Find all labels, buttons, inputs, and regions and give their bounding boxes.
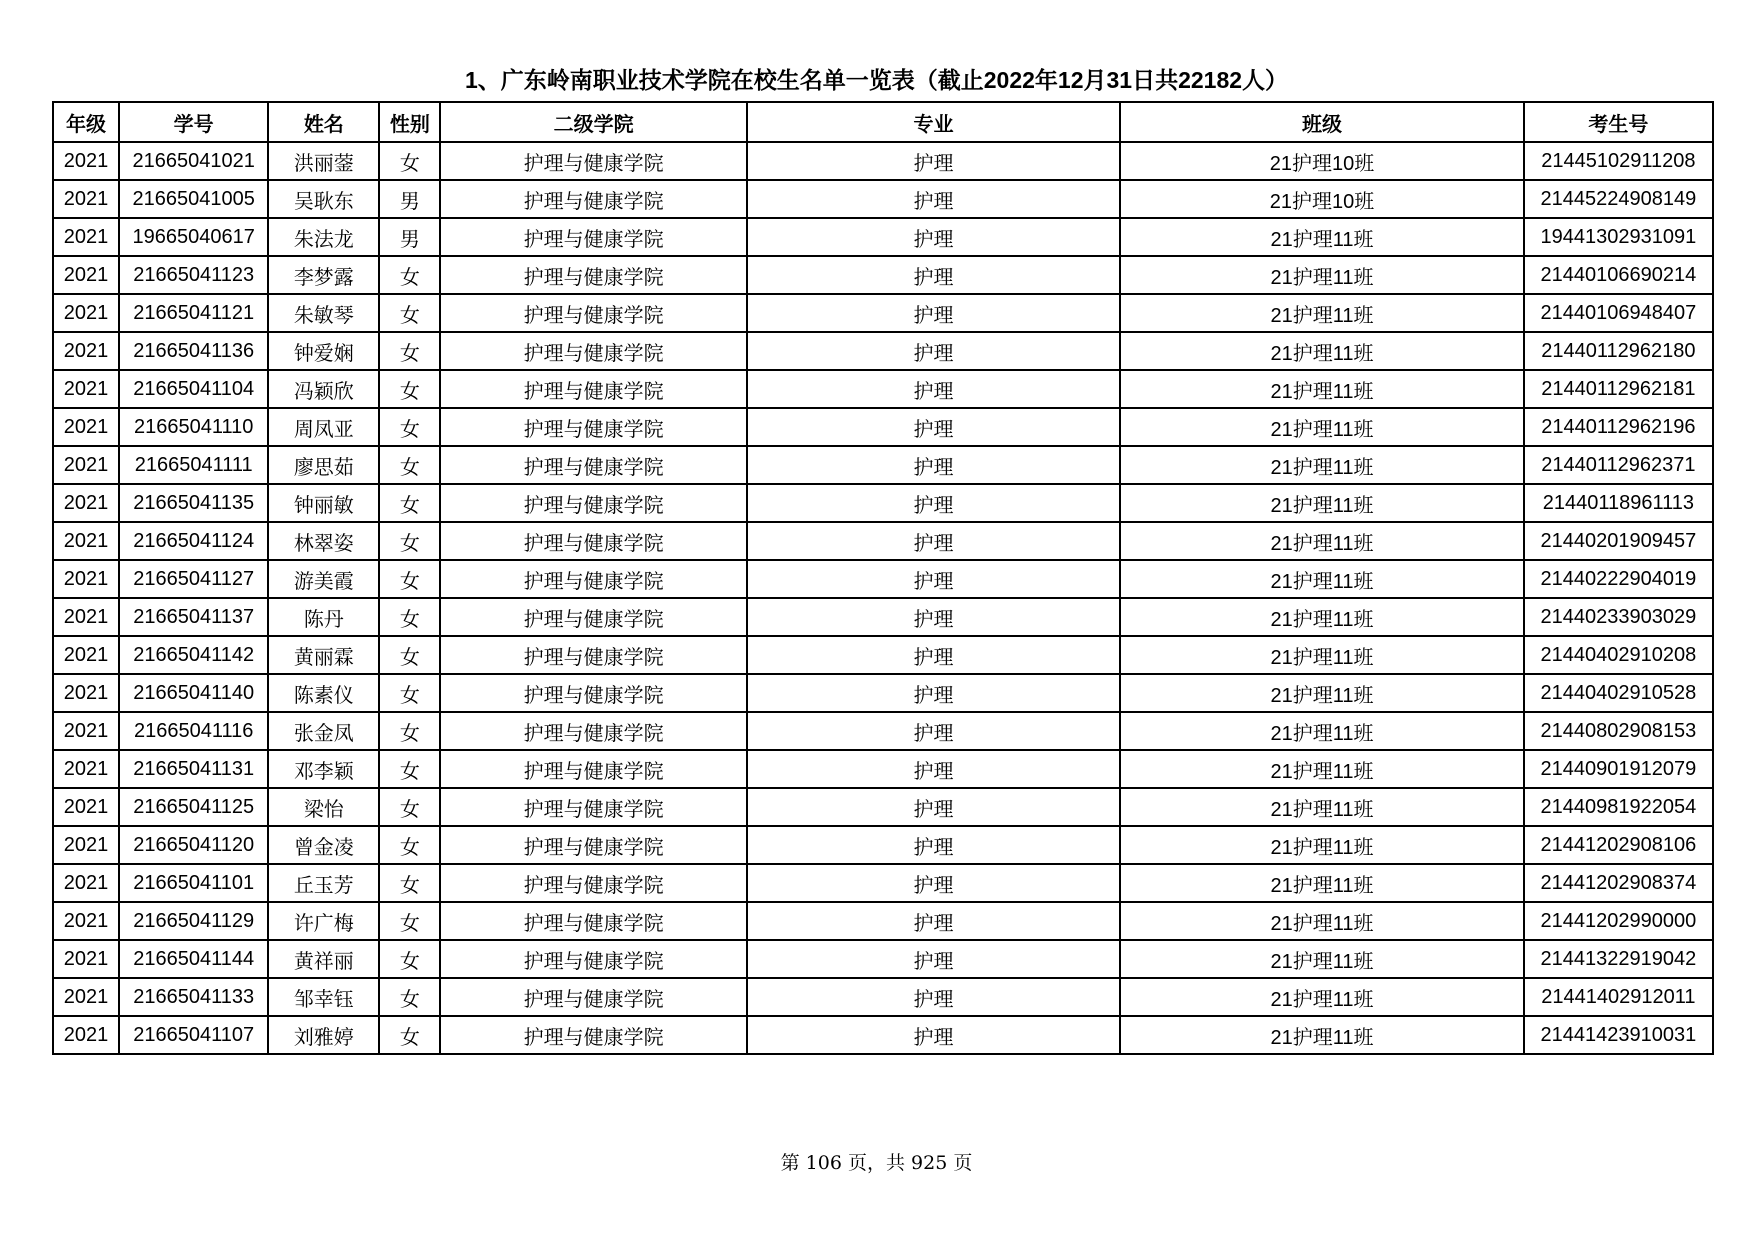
- college-cell: 护理与健康学院: [440, 408, 746, 446]
- student-id-cell: 21665041111: [119, 446, 268, 484]
- name-cell: 刘雅婷: [268, 1016, 379, 1054]
- table-header-row: [53, 102, 1713, 142]
- column-header-student-id: 学号: [119, 102, 268, 142]
- table-row: [53, 180, 1713, 218]
- gender-cell: 女: [379, 484, 440, 522]
- major-cell: 护理: [747, 674, 1120, 712]
- student-id-cell: 21665041121: [119, 294, 268, 332]
- major-cell: 护理: [747, 332, 1120, 370]
- college-cell: 护理与健康学院: [440, 294, 746, 332]
- name-cell: 朱敏琴: [268, 294, 379, 332]
- exam-number-cell: 21440112962181: [1524, 370, 1713, 408]
- name-cell: 冯颖欣: [268, 370, 379, 408]
- class-cell: 21护理11班: [1120, 370, 1523, 408]
- gender-cell: 女: [379, 636, 440, 674]
- table-row: [53, 408, 1713, 446]
- table-row: [53, 142, 1713, 180]
- name-cell: 吴耿东: [268, 180, 379, 218]
- exam-number-cell: 21440106690214: [1524, 256, 1713, 294]
- table-row: [53, 940, 1713, 978]
- table-row: [53, 902, 1713, 940]
- name-cell: 黄祥丽: [268, 940, 379, 978]
- table-row: [53, 370, 1713, 408]
- student-id-cell: 21665041135: [119, 484, 268, 522]
- college-cell: 护理与健康学院: [440, 560, 746, 598]
- name-cell: 邓李颖: [268, 750, 379, 788]
- table-row: [53, 712, 1713, 750]
- exam-number-cell: 21440802908153: [1524, 712, 1713, 750]
- exam-number-cell: 21440112962180: [1524, 332, 1713, 370]
- table-row: [53, 636, 1713, 674]
- table-row: [53, 1016, 1713, 1054]
- exam-number-cell: 21440106948407: [1524, 294, 1713, 332]
- table-row: [53, 598, 1713, 636]
- gender-cell: 女: [379, 788, 440, 826]
- exam-number-cell: 21445224908149: [1524, 180, 1713, 218]
- page-footer: 第 106 页，共 925 页: [780, 1152, 973, 1174]
- college-cell: 护理与健康学院: [440, 1016, 746, 1054]
- column-header-major: 专业: [747, 102, 1120, 142]
- class-cell: 21护理11班: [1120, 826, 1523, 864]
- class-cell: 21护理11班: [1120, 256, 1523, 294]
- student-id-cell: 21665041131: [119, 750, 268, 788]
- column-header-exam-number: 考生号: [1524, 102, 1713, 142]
- name-cell: 陈丹: [268, 598, 379, 636]
- major-cell: 护理: [747, 446, 1120, 484]
- college-cell: 护理与健康学院: [440, 598, 746, 636]
- student-id-cell: 21665041124: [119, 522, 268, 560]
- table-row: [53, 978, 1713, 1016]
- gender-cell: 女: [379, 978, 440, 1016]
- column-header-college: 二级学院: [440, 102, 746, 142]
- grade-cell: 2021: [53, 788, 119, 826]
- gender-cell: 女: [379, 408, 440, 446]
- grade-cell: 2021: [53, 902, 119, 940]
- grade-cell: 2021: [53, 636, 119, 674]
- major-cell: 护理: [747, 978, 1120, 1016]
- gender-cell: 男: [379, 218, 440, 256]
- gender-cell: 女: [379, 940, 440, 978]
- column-header-gender: 性别: [379, 102, 440, 142]
- grade-cell: 2021: [53, 408, 119, 446]
- college-cell: 护理与健康学院: [440, 788, 746, 826]
- exam-number-cell: 21440402910208: [1524, 636, 1713, 674]
- table-row: [53, 256, 1713, 294]
- table-row: [53, 864, 1713, 902]
- college-cell: 护理与健康学院: [440, 218, 746, 256]
- class-cell: 21护理11班: [1120, 408, 1523, 446]
- exam-number-cell: 21441202908106: [1524, 826, 1713, 864]
- exam-number-cell: 21441423910031: [1524, 1016, 1713, 1054]
- name-cell: 游美霞: [268, 560, 379, 598]
- gender-cell: 女: [379, 674, 440, 712]
- name-cell: 周凤亚: [268, 408, 379, 446]
- class-cell: 21护理11班: [1120, 902, 1523, 940]
- major-cell: 护理: [747, 218, 1120, 256]
- student-id-cell: 21665041125: [119, 788, 268, 826]
- table-row: [53, 332, 1713, 370]
- class-cell: 21护理11班: [1120, 636, 1523, 674]
- grade-cell: 2021: [53, 560, 119, 598]
- table-row: [53, 750, 1713, 788]
- gender-cell: 女: [379, 256, 440, 294]
- class-cell: 21护理11班: [1120, 712, 1523, 750]
- class-cell: 21护理11班: [1120, 522, 1523, 560]
- gender-cell: 女: [379, 370, 440, 408]
- college-cell: 护理与健康学院: [440, 712, 746, 750]
- college-cell: 护理与健康学院: [440, 446, 746, 484]
- student-id-cell: 21665041021: [119, 142, 268, 180]
- college-cell: 护理与健康学院: [440, 864, 746, 902]
- class-cell: 21护理11班: [1120, 560, 1523, 598]
- exam-number-cell: 21440112962371: [1524, 446, 1713, 484]
- major-cell: 护理: [747, 522, 1120, 560]
- grade-cell: 2021: [53, 446, 119, 484]
- major-cell: 护理: [747, 370, 1120, 408]
- student-id-cell: 21665041144: [119, 940, 268, 978]
- major-cell: 护理: [747, 180, 1120, 218]
- college-cell: 护理与健康学院: [440, 750, 746, 788]
- college-cell: 护理与健康学院: [440, 522, 746, 560]
- gender-cell: 女: [379, 826, 440, 864]
- name-cell: 陈素仪: [268, 674, 379, 712]
- major-cell: 护理: [747, 712, 1120, 750]
- exam-number-cell: 21441202908374: [1524, 864, 1713, 902]
- column-header-name: 姓名: [268, 102, 379, 142]
- class-cell: 21护理11班: [1120, 978, 1523, 1016]
- column-header-grade: 年级: [53, 102, 119, 142]
- grade-cell: 2021: [53, 978, 119, 1016]
- grade-cell: 2021: [53, 256, 119, 294]
- grade-cell: 2021: [53, 598, 119, 636]
- student-id-cell: 21665041123: [119, 256, 268, 294]
- gender-cell: 女: [379, 294, 440, 332]
- grade-cell: 2021: [53, 674, 119, 712]
- class-cell: 21护理11班: [1120, 864, 1523, 902]
- grade-cell: 2021: [53, 180, 119, 218]
- major-cell: 护理: [747, 902, 1120, 940]
- name-cell: 曾金凌: [268, 826, 379, 864]
- exam-number-cell: 21441322919042: [1524, 940, 1713, 978]
- grade-cell: 2021: [53, 826, 119, 864]
- major-cell: 护理: [747, 788, 1120, 826]
- name-cell: 黄丽霖: [268, 636, 379, 674]
- grade-cell: 2021: [53, 370, 119, 408]
- class-cell: 21护理11班: [1120, 788, 1523, 826]
- table-row: [53, 788, 1713, 826]
- grade-cell: 2021: [53, 864, 119, 902]
- table-row: [53, 674, 1713, 712]
- name-cell: 邹幸钰: [268, 978, 379, 1016]
- college-cell: 护理与健康学院: [440, 826, 746, 864]
- class-cell: 21护理10班: [1120, 180, 1523, 218]
- gender-cell: 女: [379, 560, 440, 598]
- grade-cell: 2021: [53, 712, 119, 750]
- class-cell: 21护理11班: [1120, 940, 1523, 978]
- college-cell: 护理与健康学院: [440, 636, 746, 674]
- exam-number-cell: 21440222904019: [1524, 560, 1713, 598]
- college-cell: 护理与健康学院: [440, 180, 746, 218]
- class-cell: 21护理10班: [1120, 142, 1523, 180]
- exam-number-cell: 21440981922054: [1524, 788, 1713, 826]
- exam-number-cell: 21440201909457: [1524, 522, 1713, 560]
- class-cell: 21护理11班: [1120, 484, 1523, 522]
- class-cell: 21护理11班: [1120, 294, 1523, 332]
- exam-number-cell: 21440118961113: [1524, 484, 1713, 522]
- student-id-cell: 21665041133: [119, 978, 268, 1016]
- gender-cell: 女: [379, 712, 440, 750]
- major-cell: 护理: [747, 256, 1120, 294]
- exam-number-cell: 21440402910528: [1524, 674, 1713, 712]
- student-id-cell: 21665041137: [119, 598, 268, 636]
- grade-cell: 2021: [53, 1016, 119, 1054]
- name-cell: 许广梅: [268, 902, 379, 940]
- student-id-cell: 21665041142: [119, 636, 268, 674]
- major-cell: 护理: [747, 826, 1120, 864]
- major-cell: 护理: [747, 750, 1120, 788]
- name-cell: 洪丽蓥: [268, 142, 379, 180]
- student-id-cell: 19665040617: [119, 218, 268, 256]
- grade-cell: 2021: [53, 750, 119, 788]
- student-id-cell: 21665041116: [119, 712, 268, 750]
- exam-number-cell: 21440112962196: [1524, 408, 1713, 446]
- gender-cell: 女: [379, 522, 440, 560]
- table-row: [53, 484, 1713, 522]
- student-id-cell: 21665041101: [119, 864, 268, 902]
- student-id-cell: 21665041104: [119, 370, 268, 408]
- class-cell: 21护理11班: [1120, 674, 1523, 712]
- student-id-cell: 21665041107: [119, 1016, 268, 1054]
- grade-cell: 2021: [53, 142, 119, 180]
- name-cell: 张金凤: [268, 712, 379, 750]
- college-cell: 护理与健康学院: [440, 370, 746, 408]
- college-cell: 护理与健康学院: [440, 978, 746, 1016]
- grade-cell: 2021: [53, 218, 119, 256]
- major-cell: 护理: [747, 940, 1120, 978]
- class-cell: 21护理11班: [1120, 218, 1523, 256]
- major-cell: 护理: [747, 142, 1120, 180]
- gender-cell: 女: [379, 598, 440, 636]
- student-id-cell: 21665041005: [119, 180, 268, 218]
- major-cell: 护理: [747, 864, 1120, 902]
- column-header-class: 班级: [1120, 102, 1523, 142]
- gender-cell: 女: [379, 142, 440, 180]
- grade-cell: 2021: [53, 484, 119, 522]
- gender-cell: 女: [379, 864, 440, 902]
- student-id-cell: 21665041140: [119, 674, 268, 712]
- college-cell: 护理与健康学院: [440, 484, 746, 522]
- name-cell: 钟丽敏: [268, 484, 379, 522]
- major-cell: 护理: [747, 560, 1120, 598]
- major-cell: 护理: [747, 408, 1120, 446]
- name-cell: 李梦露: [268, 256, 379, 294]
- exam-number-cell: 21441402912011: [1524, 978, 1713, 1016]
- table-row: [53, 294, 1713, 332]
- exam-number-cell: 21445102911208: [1524, 142, 1713, 180]
- exam-number-cell: 21441202990000: [1524, 902, 1713, 940]
- gender-cell: 男: [379, 180, 440, 218]
- table-row: [53, 522, 1713, 560]
- college-cell: 护理与健康学院: [440, 332, 746, 370]
- student-id-cell: 21665041110: [119, 408, 268, 446]
- gender-cell: 女: [379, 332, 440, 370]
- page-title: 1、广东岭南职业技术学院在校生名单一览表（截止2022年12月31日共22182人）: [464, 67, 1289, 93]
- college-cell: 护理与健康学院: [440, 902, 746, 940]
- gender-cell: 女: [379, 750, 440, 788]
- major-cell: 护理: [747, 1016, 1120, 1054]
- gender-cell: 女: [379, 446, 440, 484]
- grade-cell: 2021: [53, 522, 119, 560]
- name-cell: 林翠姿: [268, 522, 379, 560]
- table-row: [53, 826, 1713, 864]
- name-cell: 朱法龙: [268, 218, 379, 256]
- table-body: [53, 142, 1713, 1054]
- major-cell: 护理: [747, 598, 1120, 636]
- class-cell: 21护理11班: [1120, 598, 1523, 636]
- name-cell: 丘玉芳: [268, 864, 379, 902]
- name-cell: 廖思茹: [268, 446, 379, 484]
- table-row: [53, 218, 1713, 256]
- grade-cell: 2021: [53, 332, 119, 370]
- class-cell: 21护理11班: [1120, 1016, 1523, 1054]
- table-row: [53, 446, 1713, 484]
- class-cell: 21护理11班: [1120, 446, 1523, 484]
- exam-number-cell: 21440901912079: [1524, 750, 1713, 788]
- student-id-cell: 21665041129: [119, 902, 268, 940]
- college-cell: 护理与健康学院: [440, 674, 746, 712]
- grade-cell: 2021: [53, 940, 119, 978]
- student-id-cell: 21665041136: [119, 332, 268, 370]
- name-cell: 梁怡: [268, 788, 379, 826]
- grade-cell: 2021: [53, 294, 119, 332]
- major-cell: 护理: [747, 636, 1120, 674]
- college-cell: 护理与健康学院: [440, 142, 746, 180]
- student-roster-table: [52, 101, 1714, 1055]
- exam-number-cell: 19441302931091: [1524, 218, 1713, 256]
- name-cell: 钟爱娴: [268, 332, 379, 370]
- class-cell: 21护理11班: [1120, 750, 1523, 788]
- student-id-cell: 21665041120: [119, 826, 268, 864]
- student-id-cell: 21665041127: [119, 560, 268, 598]
- gender-cell: 女: [379, 1016, 440, 1054]
- exam-number-cell: 21440233903029: [1524, 598, 1713, 636]
- table-row: [53, 560, 1713, 598]
- gender-cell: 女: [379, 902, 440, 940]
- college-cell: 护理与健康学院: [440, 940, 746, 978]
- major-cell: 护理: [747, 294, 1120, 332]
- class-cell: 21护理11班: [1120, 332, 1523, 370]
- college-cell: 护理与健康学院: [440, 256, 746, 294]
- major-cell: 护理: [747, 484, 1120, 522]
